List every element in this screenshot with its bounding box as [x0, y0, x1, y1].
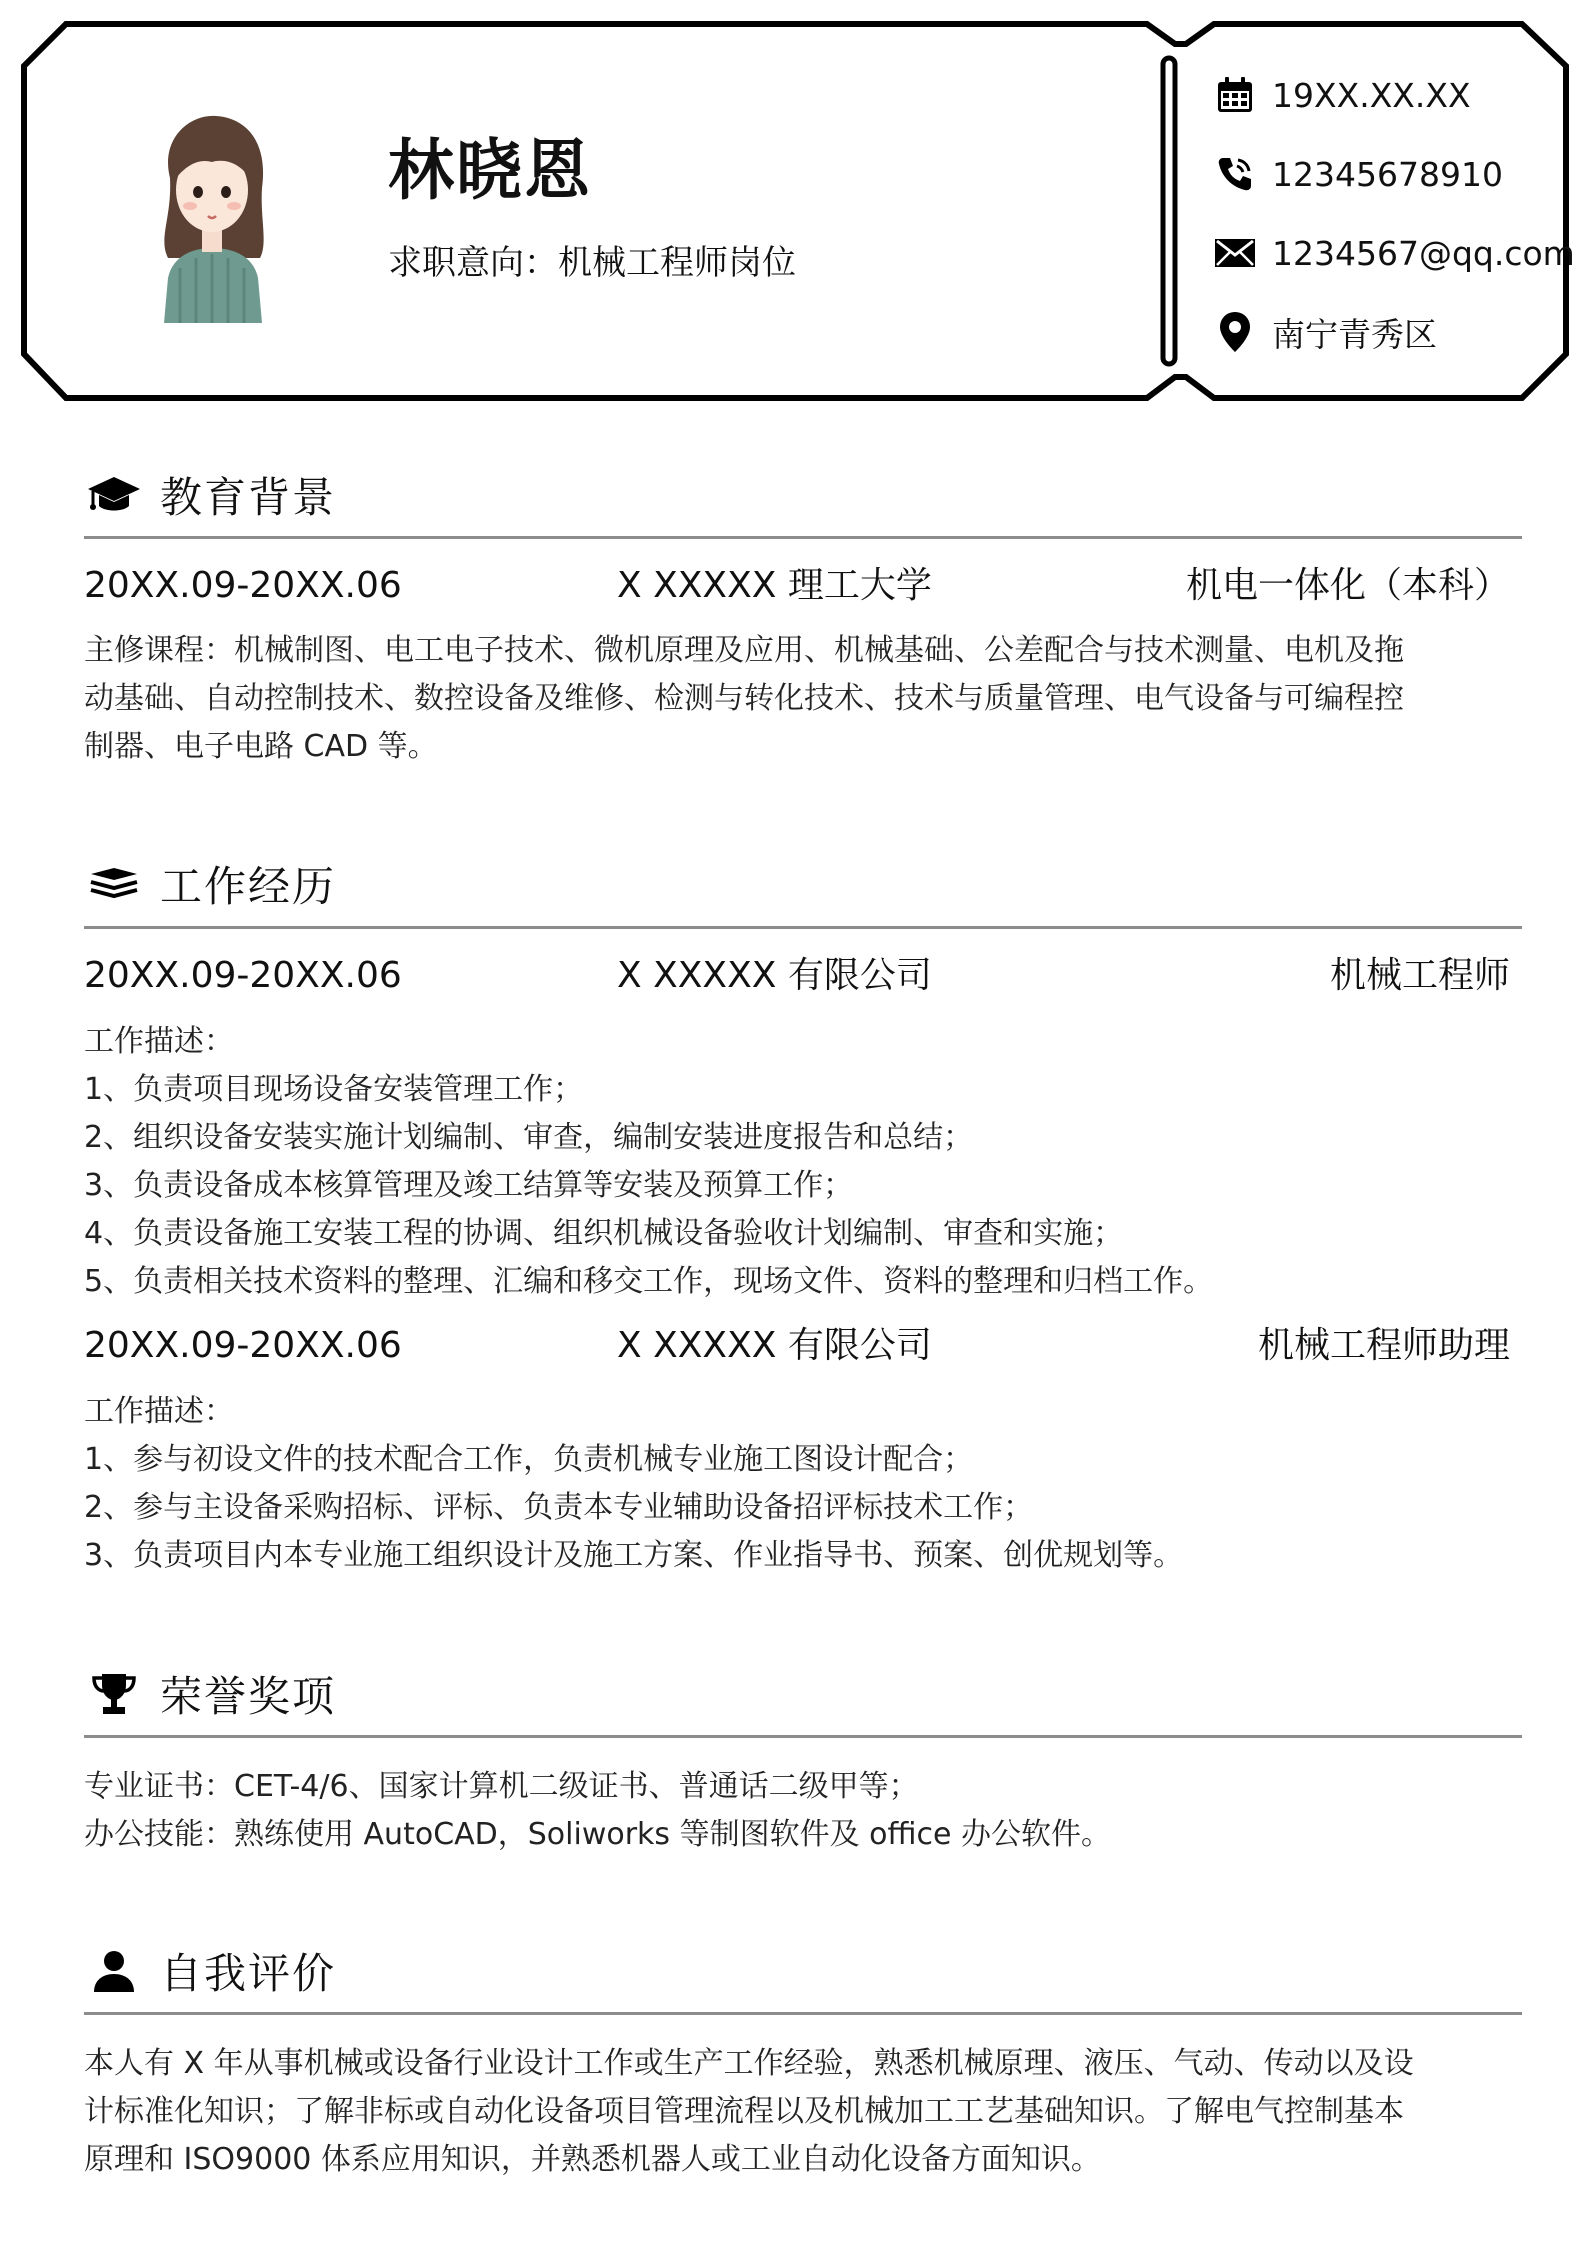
contact-text: 12345678910 [1272, 154, 1503, 194]
job-company: X XXXXX 有限公司 [617, 955, 932, 996]
user-icon [86, 1943, 142, 1999]
graduation-cap-icon [86, 467, 142, 523]
contact-text: 19XX.XX.XX [1272, 75, 1471, 115]
job-intent: 求职意向：机械工程师岗位 [388, 243, 796, 283]
section-title: 教育背景 [160, 473, 337, 522]
section-education-header [86, 465, 336, 525]
job-header [84, 1323, 1510, 1369]
section-honors-header [86, 1664, 336, 1724]
section-divider [84, 2012, 1522, 2015]
job-desc-item: 2、组织设备安装实施计划编制、审查，编制安装进度报告和总结； [84, 1120, 974, 1155]
section-self-header [86, 1941, 336, 2001]
contact-email[interactable] [1212, 228, 1575, 278]
job-period: 20XX.09-20XX.06 [84, 955, 402, 996]
phone-icon [1212, 151, 1258, 197]
section-title: 工作经历 [160, 862, 337, 911]
section-divider [84, 926, 1522, 929]
section-work-header [86, 854, 336, 914]
text-line: 本人有 X 年从事机械或设备行业设计工作或生产工作经验，熟悉机械原理、液压、气动、传动以及设 [84, 2046, 1414, 2081]
text-line: 计标准化知识；了解非标或自动化设备项目管理流程以及机械加工工艺基础知识。了解电气控制基本 [84, 2094, 1404, 2129]
job-period: 20XX.09-20XX.06 [84, 1325, 402, 1366]
contact-birthdate [1212, 70, 1471, 120]
job-desc-item: 1、负责项目现场设备安装管理工作； [84, 1072, 584, 1107]
education-major: 机电一体化（本科） [1185, 565, 1510, 606]
education-courses [84, 627, 1514, 771]
job-desc-item: 5、负责相关技术资料的整理、汇编和移交工作，现场文件、资料的整理和归档工作。 [84, 1264, 1214, 1299]
job-role: 机械工程师 [1329, 955, 1510, 996]
text-line: 动基础、自动控制技术、数控设备及维修、检测与转化技术、技术与质量管理、电气设备与可编程控 [84, 681, 1404, 716]
mail-icon [1212, 230, 1258, 276]
job-desc-label: 工作描述： [84, 1024, 234, 1059]
candidate-name: 林晓恩 [388, 132, 592, 209]
job-desc-item: 3、负责设备成本核算管理及竣工结算等安装及预算工作； [84, 1168, 854, 1203]
section-divider [84, 536, 1522, 539]
education-entry [84, 563, 1510, 609]
job-header [84, 953, 1510, 999]
calendar-icon [1212, 72, 1258, 118]
job-desc-item: 4、负责设备施工安装工程的协调、组织机械设备验收计划编制、审查和实施； [84, 1216, 1124, 1251]
honor-item: 专业证书：CET-4/6、国家计算机二级证书、普通话二级甲等； [84, 1769, 919, 1804]
job-desc-item: 2、参与主设备采购招标、评标、负责本专业辅助设备招评标技术工作； [84, 1490, 1034, 1525]
location-icon [1212, 309, 1258, 355]
contact-text: 南宁青秀区 [1272, 314, 1437, 354]
section-title: 荣誉奖项 [160, 1672, 337, 1721]
job-desc-item: 3、负责项目内本专业施工组织设计及施工方案、作业指导书、预案、创优规划等。 [84, 1538, 1184, 1573]
education-school: X XXXXX 理工大学 [617, 565, 932, 606]
honors-list [84, 1763, 1514, 1859]
trophy-icon [86, 1666, 142, 1722]
section-title: 自我评价 [160, 1949, 337, 1998]
job-description [84, 1388, 1514, 1580]
text-line: 原理和 ISO9000 体系应用知识，并熟悉机器人或工业自动化设备方面知识。 [84, 2142, 1101, 2177]
avatar [150, 108, 275, 323]
contact-location [1212, 307, 1437, 357]
job-desc-label: 工作描述： [84, 1394, 234, 1429]
job-desc-item: 1、参与初设文件的技术配合工作，负责机械专业施工图设计配合； [84, 1442, 974, 1477]
education-period: 20XX.09-20XX.06 [84, 565, 402, 606]
job-company: X XXXXX 有限公司 [617, 1325, 932, 1366]
text-line: 制器、电子电路 CAD 等。 [84, 729, 438, 764]
layers-icon [86, 856, 142, 912]
self-evaluation [84, 2040, 1514, 2184]
contact-text: 1234567@qq.com [1272, 233, 1575, 273]
text-line: 主修课程：机械制图、电工电子技术、微机原理及应用、机械基础、公差配合与技术测量、电机及拖 [84, 633, 1404, 668]
contact-phone[interactable] [1212, 149, 1503, 199]
honor-item: 办公技能：熟练使用 AutoCAD，Soliworks 等制图软件及 office 办公软件。 [84, 1817, 1111, 1852]
section-divider [84, 1735, 1522, 1738]
job-description [84, 1018, 1514, 1306]
job-role: 机械工程师助理 [1257, 1325, 1510, 1366]
